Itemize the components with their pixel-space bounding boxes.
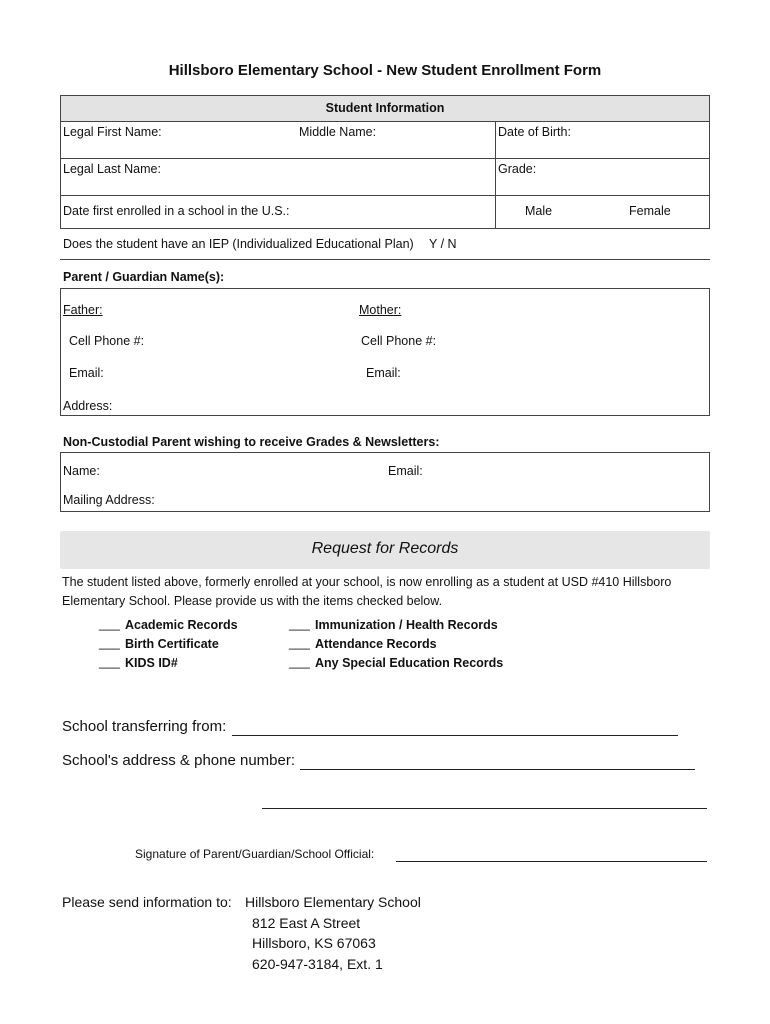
checkbox-attendance-records[interactable]: ___ xyxy=(289,636,310,650)
checkbox-immunization-records[interactable]: ___ xyxy=(289,617,310,631)
parent-guardian-header: Parent / Guardian Name(s): xyxy=(63,270,225,284)
checkbox-birth-certificate[interactable]: ___ xyxy=(99,636,120,650)
grade-label[interactable]: Grade: xyxy=(498,162,537,176)
send-to-label: Please send information to: xyxy=(62,894,232,910)
records-intro-line2: Elementary School. Please provide us with the items checked below. xyxy=(62,594,443,608)
kids-id-label: KIDS ID# xyxy=(125,656,178,670)
signature-line[interactable] xyxy=(396,861,707,862)
school-address-phone-line[interactable] xyxy=(300,769,695,770)
iep-options[interactable]: Y / N xyxy=(429,237,457,251)
form-title: Hillsboro Elementary School - New Student Enrollment Form xyxy=(168,62,602,79)
mother-cell-label[interactable]: Cell Phone #: xyxy=(361,334,437,348)
father-label[interactable]: Father: xyxy=(63,303,103,317)
special-education-records-label: Any Special Education Records xyxy=(315,656,504,670)
father-cell-label[interactable]: Cell Phone #: xyxy=(69,334,145,348)
legal-last-name-label[interactable]: Legal Last Name: xyxy=(63,162,161,176)
send-to-street: 812 East A Street xyxy=(252,915,361,931)
school-address-phone-label: School's address & phone number: xyxy=(62,752,296,769)
send-to-phone: 620-947-3184, Ext. 1 xyxy=(252,956,383,972)
address-label[interactable]: Address: xyxy=(63,399,113,413)
male-option[interactable]: Male xyxy=(525,204,553,218)
date-of-birth-label[interactable]: Date of Birth: xyxy=(498,125,571,139)
noncustodial-table xyxy=(60,452,710,512)
birth-certificate-label: Birth Certificate xyxy=(125,637,219,651)
female-option[interactable]: Female xyxy=(629,204,671,218)
middle-name-label[interactable]: Middle Name: xyxy=(299,125,377,139)
date-first-enrolled-label[interactable]: Date first enrolled in a school in the U.S.: xyxy=(63,204,290,218)
legal-first-name-label[interactable]: Legal First Name: xyxy=(63,125,162,139)
noncustodial-email-label[interactable]: Email: xyxy=(388,464,423,478)
checkbox-academic-records[interactable]: ___ xyxy=(99,617,120,631)
school-address-phone-line-2[interactable] xyxy=(262,808,707,809)
school-transferring-from-label: School transferring from: xyxy=(62,718,227,735)
send-to-school-name: Hillsboro Elementary School xyxy=(245,894,421,910)
mailing-address-label[interactable]: Mailing Address: xyxy=(63,493,155,507)
iep-question: Does the student have an IEP (Individualized Educational Plan) xyxy=(63,237,414,251)
noncustodial-name-label[interactable]: Name: xyxy=(63,464,100,478)
checkbox-special-education-records[interactable]: ___ xyxy=(289,655,310,669)
records-header: Request for Records xyxy=(311,540,459,557)
student-info-header: Student Information xyxy=(325,101,445,115)
records-intro-line1: The student listed above, formerly enrolled at your school, is now enrolling as a student at USD #410 Hillsboro xyxy=(62,575,672,589)
academic-records-label: Academic Records xyxy=(125,618,238,632)
school-transferring-from-line[interactable] xyxy=(232,735,678,736)
attendance-records-label: Attendance Records xyxy=(315,637,437,651)
father-email-label[interactable]: Email: xyxy=(69,366,104,380)
noncustodial-header: Non-Custodial Parent wishing to receive Grades & Newsletters: xyxy=(63,435,440,449)
immunization-records-label: Immunization / Health Records xyxy=(315,618,498,632)
send-to-city: Hillsboro, KS 67063 xyxy=(252,935,376,951)
checkbox-kids-id[interactable]: ___ xyxy=(99,655,120,669)
mother-email-label[interactable]: Email: xyxy=(366,366,401,380)
mother-label[interactable]: Mother: xyxy=(359,303,402,317)
signature-label: Signature of Parent/Guardian/School Official: xyxy=(135,847,375,861)
